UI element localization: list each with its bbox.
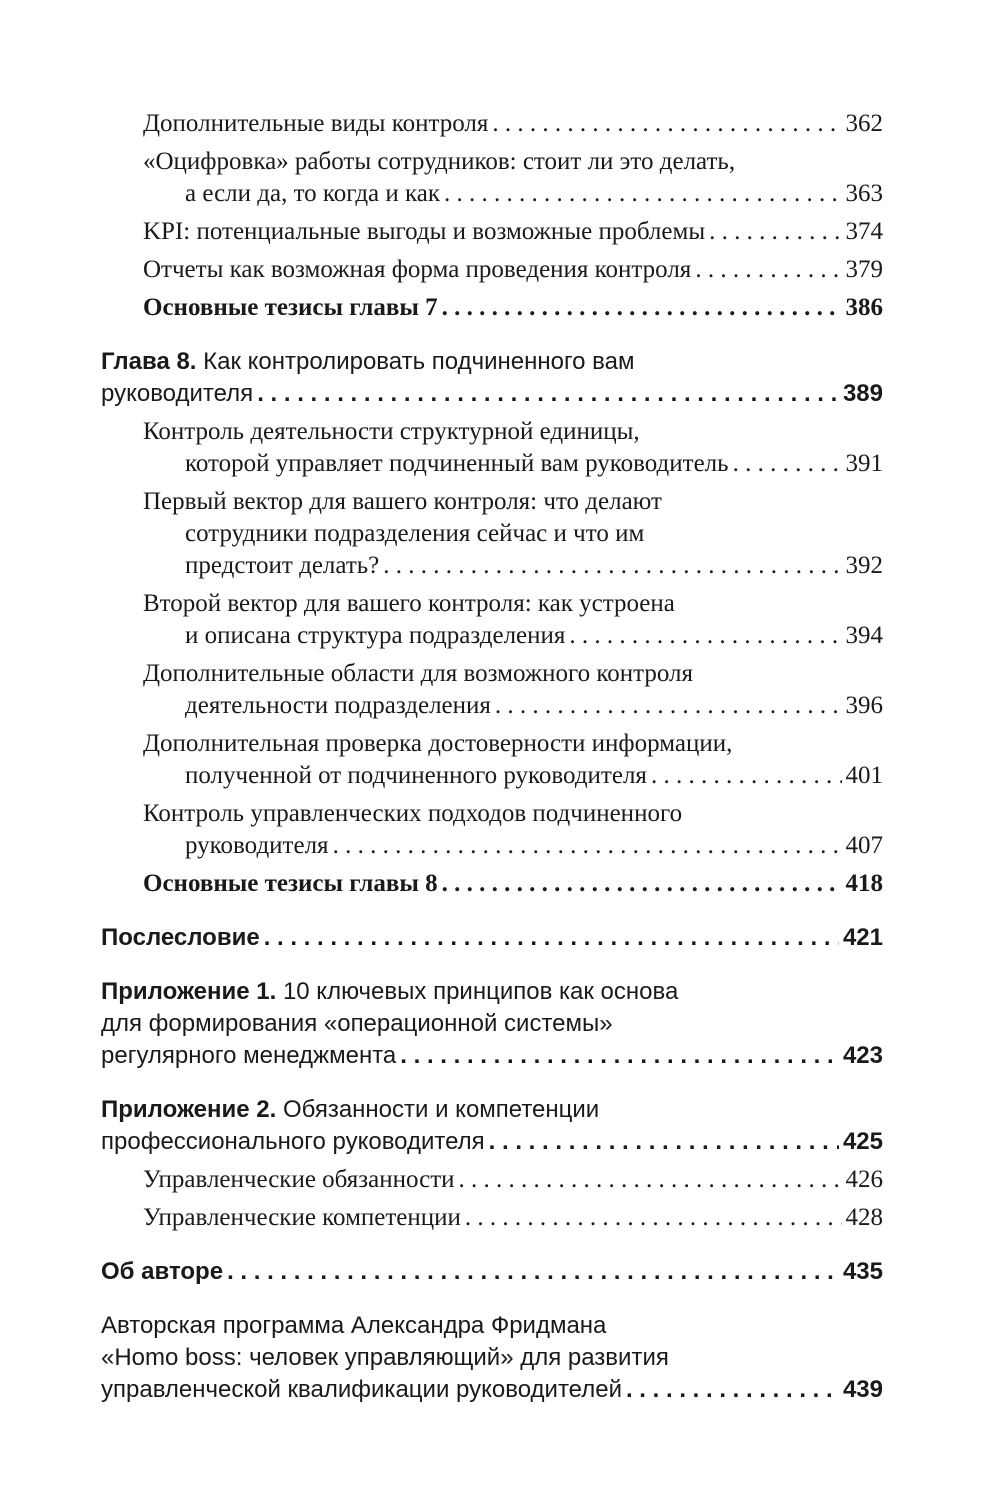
toc-entry-additional-control[interactable] <box>101 108 883 140</box>
toc-entry-title-cont: полученной от подчиненного руководителя <box>185 762 647 789</box>
leader-dots <box>695 254 841 286</box>
appendix-label: Приложение 2. <box>101 1096 277 1123</box>
toc-entry-title: KPI: потенциальные выгоды и возможные проблемы <box>143 218 706 245</box>
page-number: 363 <box>845 180 883 207</box>
toc-entry-title-cont: деятельности подразделения <box>185 692 491 719</box>
toc-entry-title-cont: и описана структура подразделения <box>185 622 566 649</box>
toc-entry-title: Первый вектор для вашего контроля: что делают <box>143 488 662 515</box>
page-number: 407 <box>845 832 883 859</box>
page-number: 425 <box>842 1128 883 1155</box>
toc-entry-title: Отчеты как возможная форма проведения контроля <box>143 256 692 283</box>
toc-entry-title: Контроль управленческих подходов подчиненного <box>143 800 683 827</box>
appendix-title-cont: для формирования «операционной системы» <box>101 1010 613 1037</box>
toc-entry-title: «Оцифровка» работы сотрудников: стоит ли это делать, <box>143 148 736 175</box>
toc-appendix-2[interactable] <box>101 1094 883 1158</box>
page-number: 435 <box>842 1258 883 1285</box>
leader-dots <box>442 292 842 324</box>
leader-dots <box>264 922 839 954</box>
toc-entry-title: Дополнительная проверка достоверности информации, <box>143 730 733 757</box>
toc-entry-title-cont: сотрудники подразделения сейчас и что им <box>185 520 645 547</box>
page-number: 389 <box>842 380 883 407</box>
leader-dots <box>465 1202 842 1234</box>
toc-entry-title: Управленческие обязанности <box>143 1166 455 1193</box>
appendix-title-cont: профессионального руководителя <box>101 1128 485 1155</box>
toc-about-author[interactable] <box>101 1256 883 1288</box>
toc-entry-reliability-check[interactable] <box>101 728 883 792</box>
chapter-title: Как контролировать подчиненного вам <box>203 348 635 375</box>
table-of-contents <box>101 108 883 1412</box>
page-number: 394 <box>845 622 883 649</box>
appendix-label: Приложение 1. <box>101 978 277 1005</box>
toc-entry-reports[interactable] <box>101 254 883 286</box>
appendix-title: Обязанности и компетенции <box>282 1096 600 1123</box>
chapter-title-cont: руководителя <box>101 380 254 407</box>
leader-dots <box>227 1256 839 1288</box>
leader-dots <box>444 178 841 210</box>
toc-entry-digitization[interactable] <box>101 146 883 210</box>
chapter-title: Послесловие <box>101 924 260 951</box>
chapter-title: Авторская программа Александра Фридмана <box>101 1312 607 1339</box>
page-number: 379 <box>845 256 883 283</box>
toc-entry-title: Дополнительные области для возможного контроля <box>143 660 694 687</box>
page-number: 428 <box>845 1204 883 1231</box>
toc-afterword[interactable] <box>101 922 883 954</box>
leader-dots <box>492 108 841 140</box>
toc-entry-title: Управленческие компетенции <box>143 1204 461 1231</box>
chapter-title: Об авторе <box>101 1258 224 1285</box>
toc-entry-theses-ch7[interactable] <box>101 292 883 324</box>
page-number: 401 <box>845 762 883 789</box>
toc-entry-title: Контроль деятельности структурной единицы, <box>143 418 640 445</box>
toc-entry-title-cont: предстоит делать? <box>185 552 380 579</box>
toc-entry-title: Дополнительные виды контроля <box>143 110 489 137</box>
toc-entry-management-approaches[interactable] <box>101 798 883 862</box>
chapter-title-cont: управленческой квалификации руководителей <box>101 1376 622 1403</box>
chapter-label: Глава 8. <box>101 348 197 375</box>
page-number: 421 <box>842 924 883 951</box>
toc-entry-title-cont: а если да, то когда и как <box>185 180 441 207</box>
toc-entry-title: Основные тезисы главы 7 <box>143 294 438 321</box>
appendix-title: 10 ключевых принципов как основа <box>282 978 679 1005</box>
toc-entry-unit-control[interactable] <box>101 416 883 480</box>
page-number: 362 <box>845 110 883 137</box>
page-number: 418 <box>845 870 883 897</box>
toc-entry-title-cont: руководителя <box>185 832 329 859</box>
page-number: 423 <box>842 1042 883 1069</box>
toc-entry-title-cont: которой управляет подчиненный вам руководитель <box>185 450 729 477</box>
toc-entry-duties[interactable] <box>101 1164 883 1196</box>
page-number: 391 <box>845 450 883 477</box>
toc-entry-title: Основные тезисы главы 8 <box>143 870 438 897</box>
page-number: 374 <box>845 218 883 245</box>
page-number: 396 <box>845 692 883 719</box>
toc-author-program[interactable] <box>101 1310 883 1406</box>
leader-dots <box>569 620 841 652</box>
page-number: 386 <box>845 294 883 321</box>
leader-dots <box>709 216 841 248</box>
toc-entry-first-vector[interactable] <box>101 486 883 582</box>
leader-dots <box>489 1126 839 1158</box>
leader-dots <box>257 378 839 410</box>
leader-dots <box>383 550 841 582</box>
toc-appendix-1[interactable] <box>101 976 883 1072</box>
toc-entry-title: Второй вектор для вашего контроля: как устроена <box>143 590 675 617</box>
leader-dots <box>459 1164 842 1196</box>
chapter-title-cont: «Homo boss: человек управляющий» для развития <box>101 1344 669 1371</box>
toc-chapter-8[interactable] <box>101 346 883 410</box>
toc-entry-competencies[interactable] <box>101 1202 883 1234</box>
appendix-title-cont: регулярного менеджмента <box>101 1042 397 1069</box>
page-number: 426 <box>845 1166 883 1193</box>
toc-entry-additional-areas[interactable] <box>101 658 883 722</box>
toc-entry-kpi[interactable] <box>101 216 883 248</box>
page-number: 392 <box>845 552 883 579</box>
leader-dots <box>651 760 842 792</box>
leader-dots <box>495 690 842 722</box>
page-number: 439 <box>842 1376 883 1403</box>
toc-entry-second-vector[interactable] <box>101 588 883 652</box>
leader-dots <box>733 448 842 480</box>
leader-dots <box>626 1374 839 1406</box>
leader-dots <box>442 868 842 900</box>
toc-entry-theses-ch8[interactable] <box>101 868 883 900</box>
leader-dots <box>400 1040 839 1072</box>
leader-dots <box>333 830 842 862</box>
